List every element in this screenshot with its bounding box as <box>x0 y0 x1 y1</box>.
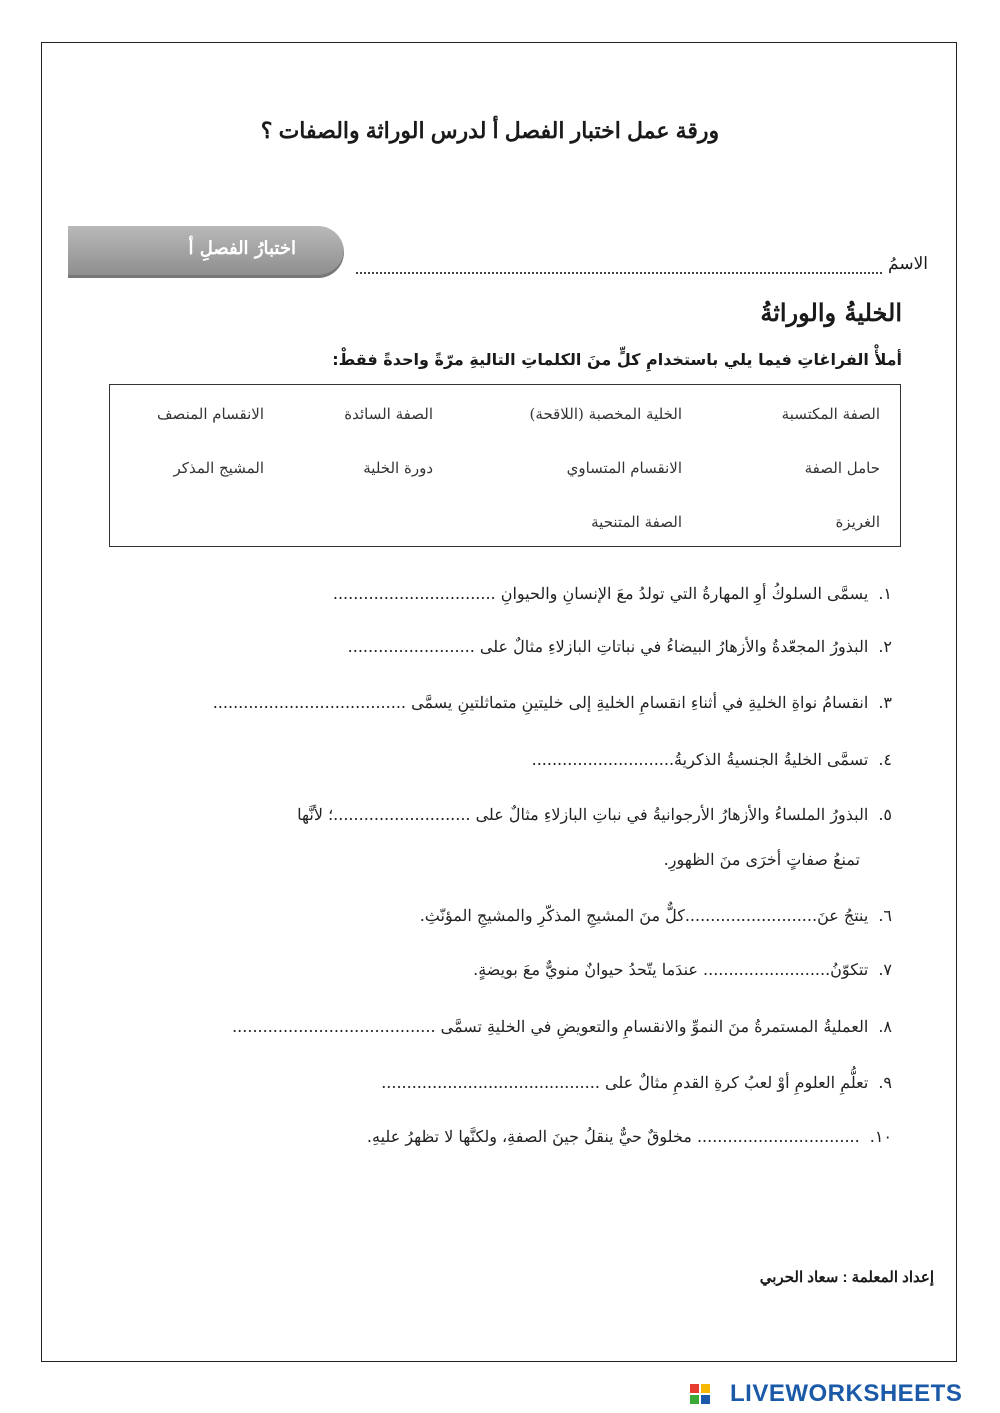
worksheet-title: ورقة عمل اختبار الفصل أ لدرس الوراثة والصفات ؟ <box>260 118 720 143</box>
word-bank-item: الصفة المكتسبة <box>781 405 880 423</box>
question-4[interactable] <box>532 750 892 769</box>
prepared-by: إعداد المعلمة : سعاد الحربي <box>759 1269 934 1286</box>
question-text: تتكوّنُ......................... عندَما يتّحدُ حيوانٌ منويٌّ معَ بويضةٍ. <box>473 960 869 979</box>
student-name-row <box>356 248 928 274</box>
question-8[interactable] <box>232 1017 892 1036</box>
question-text: البذورُ المجعّدةُ والأزهارُ البيضاءُ في نباتاتِ البازلاءِ مثالٌ على ......................... <box>347 637 869 656</box>
question-6[interactable] <box>420 906 892 925</box>
question-5-continuation: تمنعُ صفاتٍ أخرَى منَ الظهورِ. <box>663 850 860 869</box>
word-bank-box <box>109 384 901 547</box>
word-bank-item: المشيج المذكر <box>173 459 264 477</box>
question-text: يسمَّى السلوكُ أوِ المهارةُ التي تولدُ معَ الإنسانِ والحيوانِ ................................ <box>332 584 869 603</box>
question-number: ٢. <box>878 637 892 656</box>
question-number: ٧. <box>878 960 892 979</box>
question-number: ٤. <box>878 750 892 769</box>
instruction-text: أملأْ الفراغاتِ فيما يلي باستخدامِ كلٍّ منَ الكلماتِ التاليةِ مرّةً واحدةً فقطْ: <box>332 350 902 369</box>
question-number: ٨. <box>878 1017 892 1036</box>
question-number: ١. <box>878 584 892 603</box>
word-bank-item: دورة الخلية <box>363 459 433 477</box>
question-number: ٩. <box>878 1073 892 1092</box>
student-name-field[interactable] <box>356 258 882 274</box>
word-bank-item: حامل الصفة <box>804 459 880 477</box>
liveworksheets-logo[interactable] <box>690 1380 962 1408</box>
section-heading: الخليةُ والوراثةُ <box>760 298 902 327</box>
question-text: البذورُ الملساءُ والأزهارُ الأرجوانيةُ في نباتِ البازلاءِ مثالٌ على ...........................؛ لأنَّها <box>297 805 869 824</box>
question-number: ٥. <box>878 805 892 824</box>
question-number: ٦. <box>878 906 892 925</box>
question-number: ١٠. <box>869 1127 892 1146</box>
question-9[interactable] <box>381 1073 892 1092</box>
liveworksheets-logo-text: LIVEWORKSHEETS <box>730 1380 963 1407</box>
question-text: ينتجُ عنَ..........................كلٌّ منَ المشيجِ المذكّرِ والمشيجِ المؤنّثِ. <box>419 906 869 925</box>
question-text: ................................ مخلوقٌ حيٌّ ينقلُ جينَ الصفةِ، ولكنَّها لا تظهرُ عليهِ. <box>366 1127 860 1146</box>
question-number: ٣. <box>878 693 892 712</box>
word-bank-item: الانقسام المتساوي <box>566 459 682 477</box>
question-2[interactable] <box>348 637 892 656</box>
question-3[interactable] <box>213 693 892 712</box>
word-bank-item: الانقسام المنصف <box>157 405 264 423</box>
name-label: الاسمُ <box>888 254 928 274</box>
word-bank-item: الغريزة <box>835 513 880 531</box>
question-text: العمليةُ المستمرةُ منَ النموِّ والانقسامِ والتعويضِ في الخليةِ تسمَّى ........................................ <box>232 1017 869 1036</box>
question-7[interactable] <box>473 960 892 979</box>
question-text: تسمَّى الخليةُ الجنسيةُ الذكريةُ............................ <box>531 750 869 769</box>
chapter-tab <box>68 226 344 278</box>
liveworksheets-logo-icon <box>690 1382 724 1406</box>
word-bank-item: الخلية المخصبة (اللاقحة) <box>529 405 682 423</box>
question-text: تعلُّمِ العلومِ أوْ لعبُ كرةِ القدمِ مثالٌ على ........................................... <box>381 1073 869 1092</box>
question-10[interactable] <box>367 1127 892 1146</box>
question-text: انقسامُ نواةِ الخليةِ في أثناءِ انقسامِ الخليةِ إلى خليتينِ متماثلتينِ يسمَّى ...................................... <box>212 693 869 712</box>
word-bank-item: الصفة السائدة <box>344 405 433 423</box>
question-5[interactable] <box>297 805 892 824</box>
question-1[interactable] <box>333 584 892 603</box>
chapter-tab-label: اختبارُ الفصلِ أ <box>188 238 296 259</box>
word-bank-item: الصفة المتنحية <box>591 513 682 531</box>
